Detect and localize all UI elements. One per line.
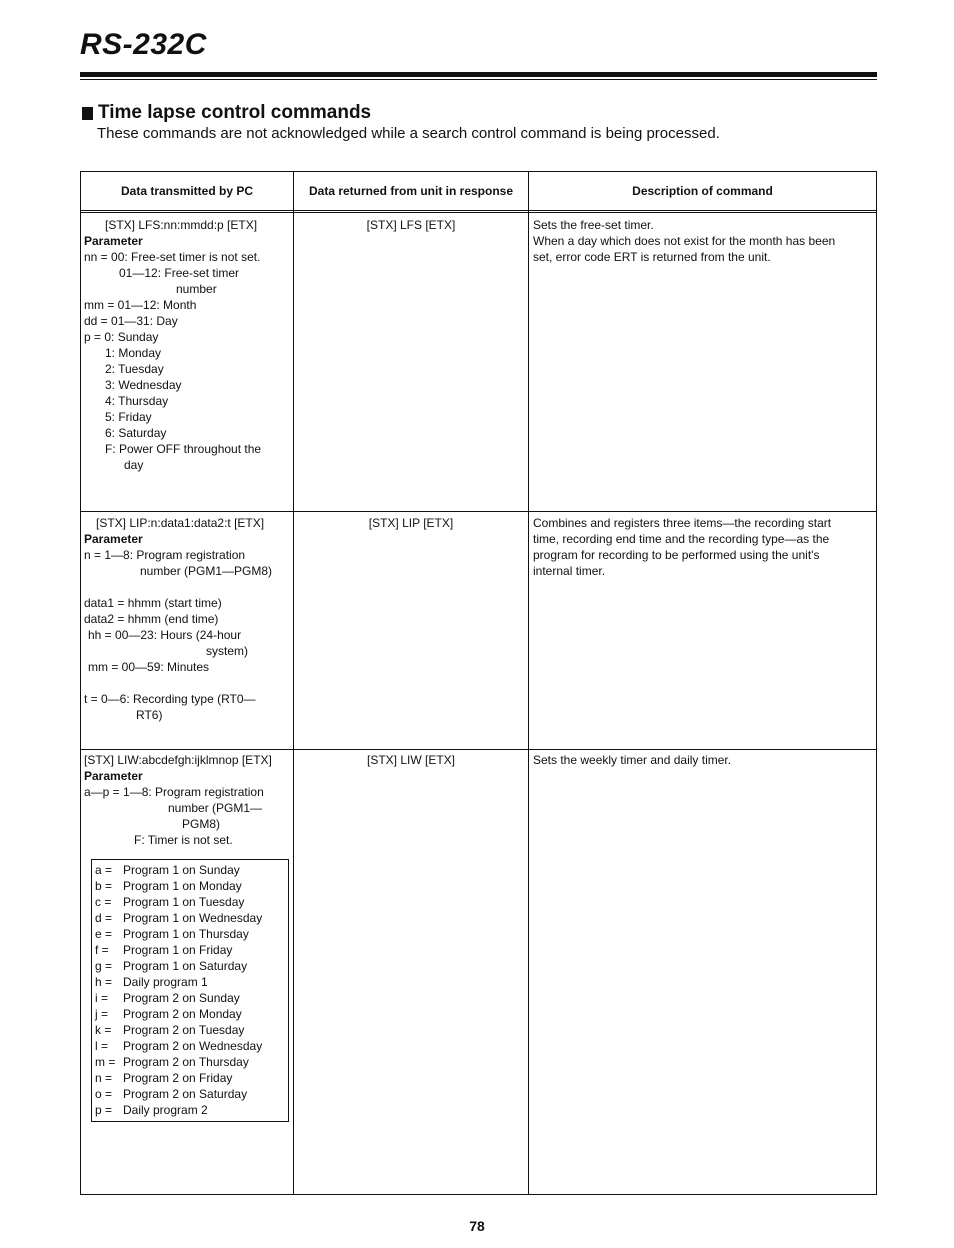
table-row-lip-response: [STX] LIP [ETX] — [368, 516, 454, 530]
parameter-line: 4: Thursday — [105, 394, 169, 408]
parameter-line: number (PGM1—PGM8) — [140, 564, 273, 578]
command-syntax: [STX] LIP:n:data1:data2:t [ETX] — [96, 516, 265, 530]
list-item: m = Program 2 on Thursday — [95, 1055, 249, 1069]
command-syntax: [STX] LFS:nn:mmdd:p [ETX] — [105, 218, 258, 232]
page-header-title: RS-232C — [80, 28, 207, 61]
table-row-lfs-pc — [84, 217, 292, 473]
row-divider — [81, 749, 876, 750]
parameter-line: t = 0—6: Recording type (RT0— — [84, 692, 256, 706]
header-rule-thick — [80, 72, 877, 77]
table-row-lfs-response: [STX] LFS [ETX] — [366, 218, 456, 232]
parameter-line: p = 0: Sunday — [84, 330, 159, 344]
table-row-lip-pc — [84, 515, 292, 723]
day-code-list — [91, 859, 289, 1122]
row-divider — [81, 511, 876, 512]
list-item: g = Program 1 on Saturday — [95, 959, 248, 973]
parameter-line: 2: Tuesday — [105, 362, 164, 376]
section-intro: These commands are not acknowledged while a search control command is being processed. — [97, 125, 720, 142]
parameter-line: 5: Friday — [105, 410, 152, 424]
parameter-line: system) — [206, 644, 248, 658]
list-item: i = Program 2 on Sunday — [95, 991, 240, 1005]
parameter-line: PGM8) — [182, 817, 221, 831]
list-item: b = Program 1 on Monday — [95, 879, 242, 893]
description-line: Combines and registers three items—the recording start — [533, 516, 832, 530]
parameter-line: number (PGM1— — [168, 801, 263, 815]
parameter-line: mm = 00—59: Minutes — [88, 660, 210, 674]
list-item: e = Program 1 on Thursday — [95, 927, 249, 941]
parameter-line: 01—12: Free-set timer — [119, 266, 240, 280]
parameter-line: 6: Saturday — [105, 426, 167, 440]
header-divider — [81, 210, 876, 211]
page-number: 78 — [469, 1218, 485, 1234]
list-item: l = Program 2 on Wednesday — [95, 1039, 263, 1053]
column-divider — [293, 172, 294, 1194]
command-syntax: [STX] LIW:abcdefgh:ijklmnop [ETX] — [84, 753, 272, 767]
parameter-line: dd = 01—31: Day — [84, 314, 178, 328]
header-divider-double — [81, 212, 876, 213]
command-table — [80, 171, 877, 1195]
table-row-liw-description — [533, 752, 873, 768]
list-item: f = Program 1 on Friday — [95, 943, 233, 957]
parameter-line: data2 = hhmm (end time) — [84, 612, 219, 626]
list-item: n = Program 2 on Friday — [95, 1071, 233, 1085]
parameter-line: F: Timer is not set. — [134, 833, 233, 847]
header-rule-thin — [80, 79, 877, 80]
parameter-line: hh = 00—23: Hours (24-hour — [88, 628, 242, 642]
description-line: program for recording to be performed using the unit's — [533, 548, 820, 562]
section-heading-text: Time lapse control commands — [98, 102, 372, 123]
description-line: time, recording end time and the recording type—as the — [533, 532, 830, 546]
parameter-line: day — [124, 458, 144, 472]
table-row-lip-description — [533, 515, 873, 579]
description-line: Sets the weekly timer and daily timer. — [533, 753, 732, 767]
column-header-pc: Data transmitted by PC — [120, 184, 254, 198]
table-row-liw-pc — [84, 752, 292, 1192]
description-line: When a day which does not exist for the month has been — [533, 234, 836, 248]
column-header-response: Data returned from unit in response — [308, 184, 514, 198]
parameter-label: Parameter — [84, 234, 143, 248]
table-row-lfs-description — [533, 217, 873, 265]
section-heading — [82, 102, 371, 124]
list-item: c = Program 1 on Tuesday — [95, 895, 245, 909]
parameter-line: F: Power OFF throughout the — [105, 442, 262, 456]
column-header-description: Description of command — [632, 184, 773, 198]
parameter-line: data1 = hhmm (start time) — [84, 596, 222, 610]
description-line: set, error code ERT is returned from the unit. — [533, 250, 771, 264]
parameter-line: 1: Monday — [105, 346, 162, 360]
parameter-line: a—p = 1—8: Program registration — [84, 785, 264, 799]
list-item: a = Program 1 on Sunday — [95, 863, 240, 877]
list-item: k = Program 2 on Tuesday — [95, 1023, 245, 1037]
parameter-line: n = 1—8: Program registration — [84, 548, 246, 562]
square-bullet-icon — [82, 107, 93, 120]
list-item: d = Program 1 on Wednesday — [95, 911, 263, 925]
table-row-liw-response: [STX] LIW [ETX] — [366, 753, 455, 767]
parameter-line: nn = 00: Free-set timer is not set. — [84, 250, 261, 264]
list-item: h = Daily program 1 — [95, 975, 208, 989]
description-line: Sets the free-set timer. — [533, 218, 654, 232]
column-divider — [528, 172, 529, 1194]
description-line: internal timer. — [533, 564, 606, 578]
parameter-line: number — [176, 282, 217, 296]
parameter-label: Parameter — [84, 532, 143, 546]
parameter-label: Parameter — [84, 769, 143, 783]
parameter-line: RT6) — [136, 708, 163, 722]
list-item: j = Program 2 on Monday — [95, 1007, 242, 1021]
parameter-line: 3: Wednesday — [105, 378, 182, 392]
list-item: p = Daily program 2 — [95, 1103, 208, 1117]
list-item: o = Program 2 on Saturday — [95, 1087, 248, 1101]
parameter-line: mm = 01—12: Month — [84, 298, 197, 312]
